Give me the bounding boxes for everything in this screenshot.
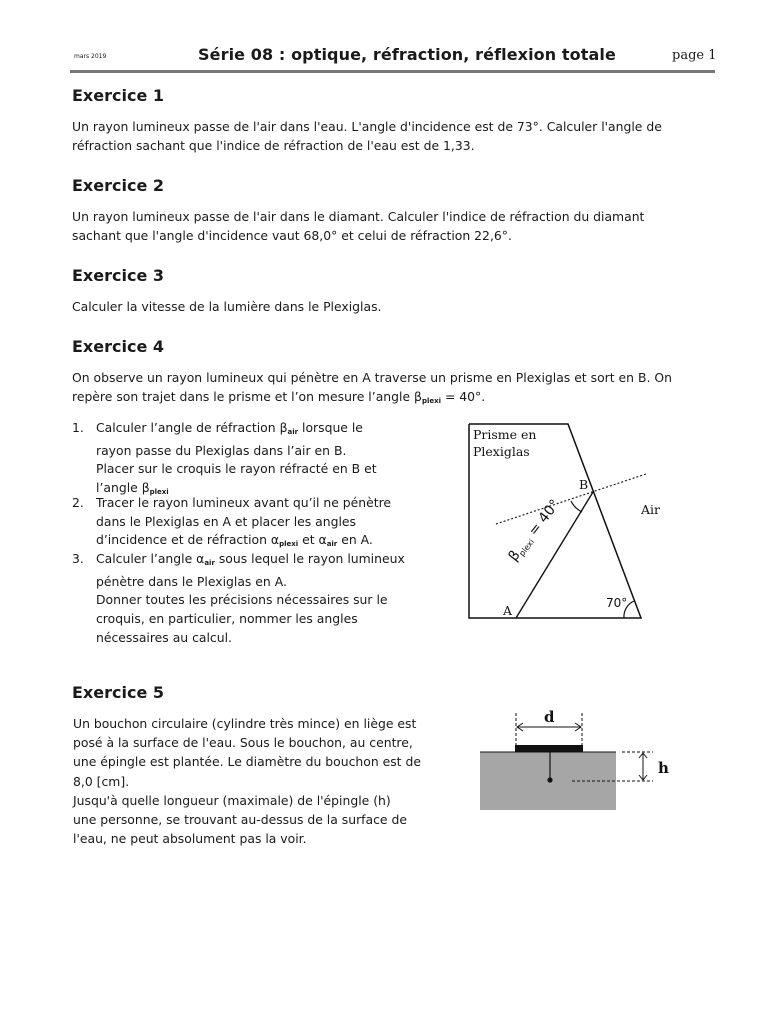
text-line: posé à la surface de l'eau. Sous le bouchon, au centre, <box>73 735 413 751</box>
exercise-3-title: Exercice 3 <box>72 266 164 285</box>
exercise-1-title: Exercice 1 <box>72 86 164 105</box>
text-line: une épingle est plantée. Le diamètre du bouchon est de <box>73 754 421 770</box>
text-line: 8,0 [cm]. <box>73 773 130 789</box>
svg-text:βplexi = 40°: $\beta_{plexi} = 40^\circ$ <box>505 496 564 565</box>
prism-label-line1: Prisme en <box>473 427 537 442</box>
cork-figure <box>470 700 690 820</box>
page-number: page 1 <box>672 48 717 63</box>
text-line: réfraction sachant que l'indice de réfraction de l'eau est de 1,33. <box>72 138 475 153</box>
text-line: On observe un rayon lumineux qui pénètre en A traverse un prisme en Plexiglas et sort en B. On <box>72 370 672 385</box>
text-line: Jusqu'à quelle longueur (maximale) de l'épingle (h) <box>73 792 391 808</box>
normal-line <box>496 474 646 524</box>
exercise-4-text <box>72 368 722 411</box>
header-divider <box>70 70 715 73</box>
exercise-1-text <box>72 117 722 155</box>
d-label: d <box>544 708 555 726</box>
cork <box>515 745 583 752</box>
text-line: Un rayon lumineux passe de l'air dans le diamant. Calculer l'indice de réfraction du diamant <box>72 209 645 224</box>
text-line: l'eau, ne peut absolument pas la voir. <box>73 831 307 847</box>
exercise-5-title: Exercice 5 <box>72 683 164 702</box>
text-line: une personne, se trouvant au-dessus de la surface de <box>73 812 407 828</box>
text-line: Calculer la vitesse de la lumière dans le Plexiglas. <box>72 299 382 314</box>
page-title: Série 08 : optique, réfraction, réflexion totale <box>198 45 616 64</box>
air-label: Air <box>641 502 661 517</box>
text-line: repère son trajet dans le prisme et l’on mesure l’angle $\beta_{plexi} = 40^\circ$. <box>72 389 486 405</box>
text-line: sachant que l'angle d'incidence vaut 68,0° et celui de réfraction 22,6°. <box>72 228 512 243</box>
prism-label-line2: Plexiglas <box>473 444 530 459</box>
point-b-label: B <box>579 477 589 492</box>
base-angle-label: 70° <box>606 596 628 610</box>
text-line: Un bouchon circulaire (cylindre très mince) en liège est <box>73 716 417 731</box>
exercise-5-text <box>73 714 453 848</box>
prism-figure <box>460 415 700 625</box>
exercise-2-title: Exercice 2 <box>72 176 164 195</box>
exercise-2-text <box>72 207 722 245</box>
text-line: Un rayon lumineux passe de l'air dans l'eau. L'angle d'incidence est de 73°. Calculer l'angle de <box>72 119 662 134</box>
header-date: mars 2019 <box>74 53 107 60</box>
point-a-label: A <box>503 603 513 618</box>
exercise-3-text <box>72 297 722 316</box>
pin-head <box>547 777 552 782</box>
h-label: h <box>658 759 669 777</box>
exercise-4-title: Exercice 4 <box>72 337 164 356</box>
beta-angle-arc <box>571 501 582 512</box>
